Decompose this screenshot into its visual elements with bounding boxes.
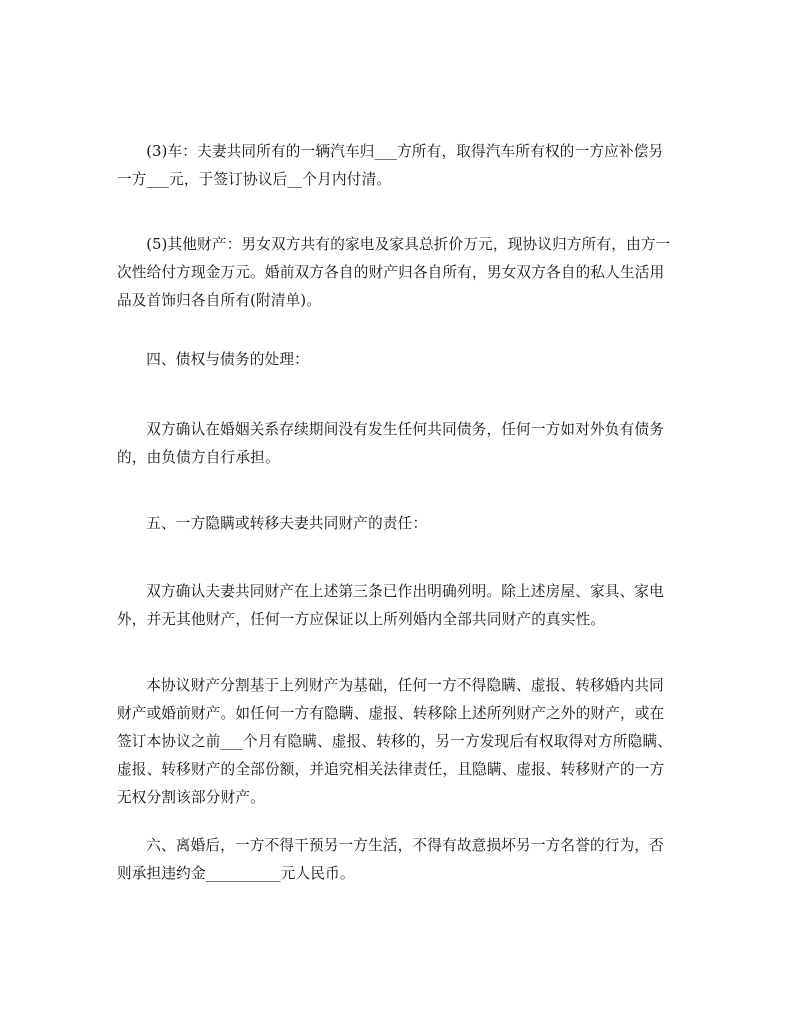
paragraph-concealment-liability: 本协议财产分割基于上列财产为基础，任何一方不得隐瞒、虚报、转移婚内共同财产或婚前财产。如任何一方有隐瞒、虚报、转移除上述所列财产之外的财产，或在签订本协议之前___个月有隐瞒、虚报、转移的，另一方发现后有权取得对方所隐瞒、虚报、转移财产的全部份额，并追究相关法律责任，且隐瞒、虚报、转移财产的一方无权分割该部分财产。 [117, 677, 673, 806]
paragraph-property-confirmation: 双方确认夫妻共同财产在上述第三条已作出明确列明。除上述房屋、家具、家电外，并无其他财产，任何一方应保证以上所列婚内全部共同财产的真实性。 [117, 583, 664, 628]
paragraph-debts: 双方确认在婚姻关系存续期间没有发生任何共同债务，任何一方如对外负有债务的，由负债方自行承担。 [117, 421, 664, 466]
section-heading-concealment: 五、一方隐瞒或转移夫妻共同财产的责任： [146, 515, 428, 532]
section-heading-debts: 四、债权与债务的处理： [146, 351, 309, 368]
paragraph-car-clause: (3)车：夫妻共同所有的一辆汽车归___方所有，取得汽车所有权的一方应补偿另一方___元，于签订协议后__个月内付清。 [117, 143, 664, 188]
section-heading-post-divorce: 六、离婚后，一方不得干预另一方生活，不得有故意损坏另一方名誉的行为，否则承担违约金__________元人民币。 [117, 837, 664, 882]
paragraph-other-property-clause: (5)其他财产：男女双方共有的家电及家具总折价万元，现协议归方所有，由方一次性给付方现金万元。婚前双方各自的财产归各自所有，男女双方各自的私人生活用品及首饰归各自所有(附清单)。 [117, 236, 671, 309]
